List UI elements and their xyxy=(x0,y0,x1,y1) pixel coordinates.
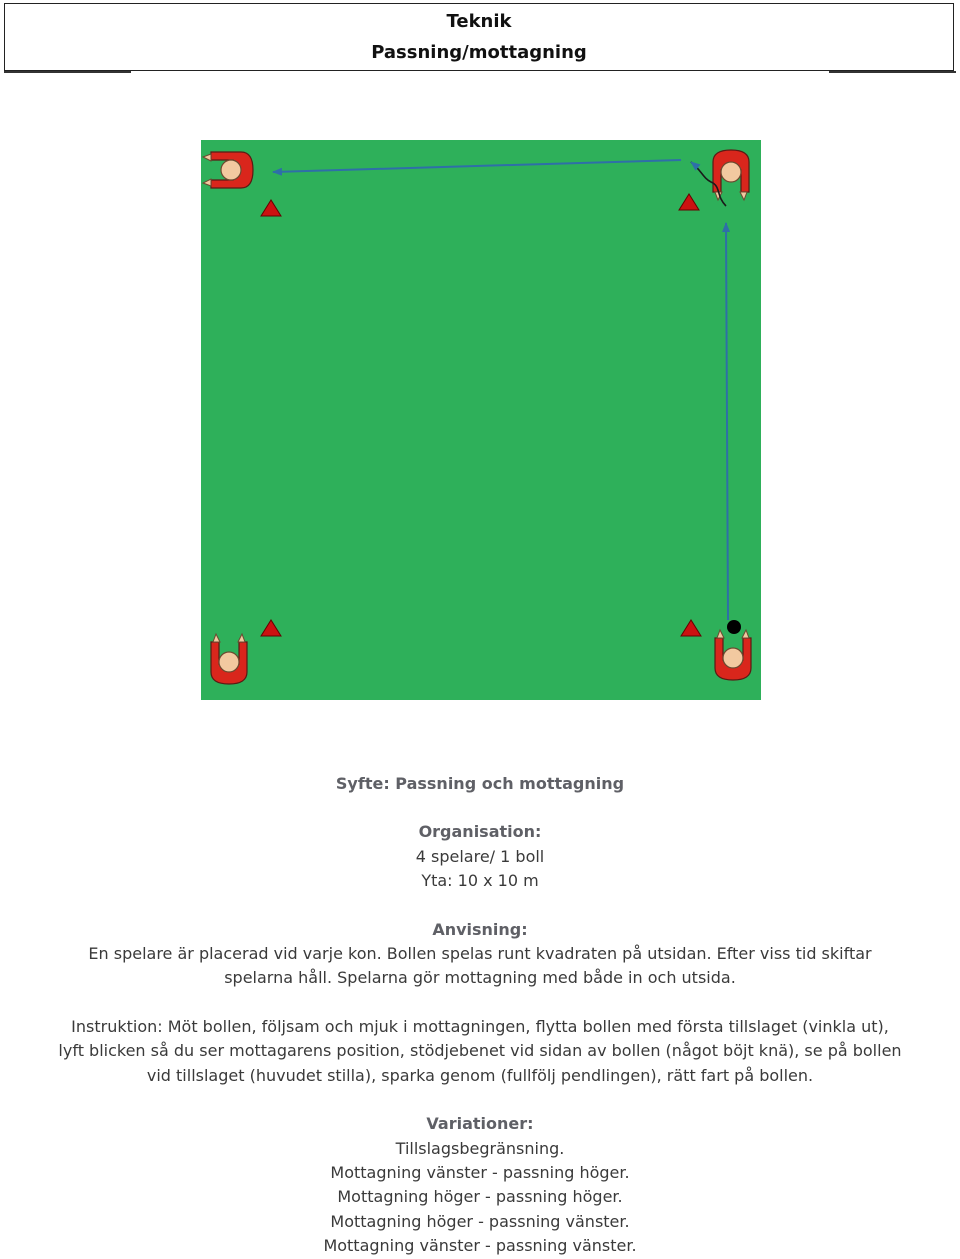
anvisning-line: spelarna håll. Spelarna gör mottagning med både in och utsida. xyxy=(224,968,736,987)
drill-diagram xyxy=(201,140,761,700)
header-underline-right xyxy=(829,71,956,73)
anvisning-line: En spelare är placerad vid varje kon. Bollen spelas runt kvadraten på utsidan. Efter viss tid skiftar xyxy=(88,944,872,963)
variation-item: Tillslagsbegränsning. xyxy=(395,1139,565,1158)
variation-item: Mottagning höger - passning höger. xyxy=(337,1187,623,1206)
anvisning-heading: Anvisning: xyxy=(432,920,528,939)
page-subtitle: Passning/mottagning xyxy=(371,42,587,63)
instruktion-line: lyft blicken så du ser mottagarens position, stödjebenet vid sidan av bollen (något böjt knä), se på bollen xyxy=(58,1041,902,1060)
field-area xyxy=(201,140,761,700)
instruktion-line: Instruktion: Möt bollen, följsam och mjuk i mottagningen, flytta bollen med första tillslaget (vinkla ut), xyxy=(71,1017,889,1036)
page-title: Teknik xyxy=(446,11,512,32)
variation-item: Mottagning vänster - passning vänster. xyxy=(323,1236,637,1255)
header-underline-left xyxy=(4,71,131,73)
variation-item: Mottagning vänster - passning höger. xyxy=(330,1163,630,1182)
syfte-heading: Syfte: Passning och mottagning xyxy=(335,774,625,793)
organisation-line: 4 spelare/ 1 boll xyxy=(415,847,545,866)
ball-icon xyxy=(727,620,741,634)
variationer-heading: Variationer: xyxy=(426,1114,534,1133)
header-box xyxy=(4,3,954,71)
variation-item: Mottagning höger - passning vänster. xyxy=(330,1212,630,1231)
organisation-heading: Organisation: xyxy=(418,822,542,841)
instruktion-line: vid tillslaget (huvudet stilla), sparka genom (fullfölj pendlingen), rätt fart på bollen. xyxy=(146,1066,814,1085)
organisation-line: Yta: 10 x 10 m xyxy=(421,871,539,890)
